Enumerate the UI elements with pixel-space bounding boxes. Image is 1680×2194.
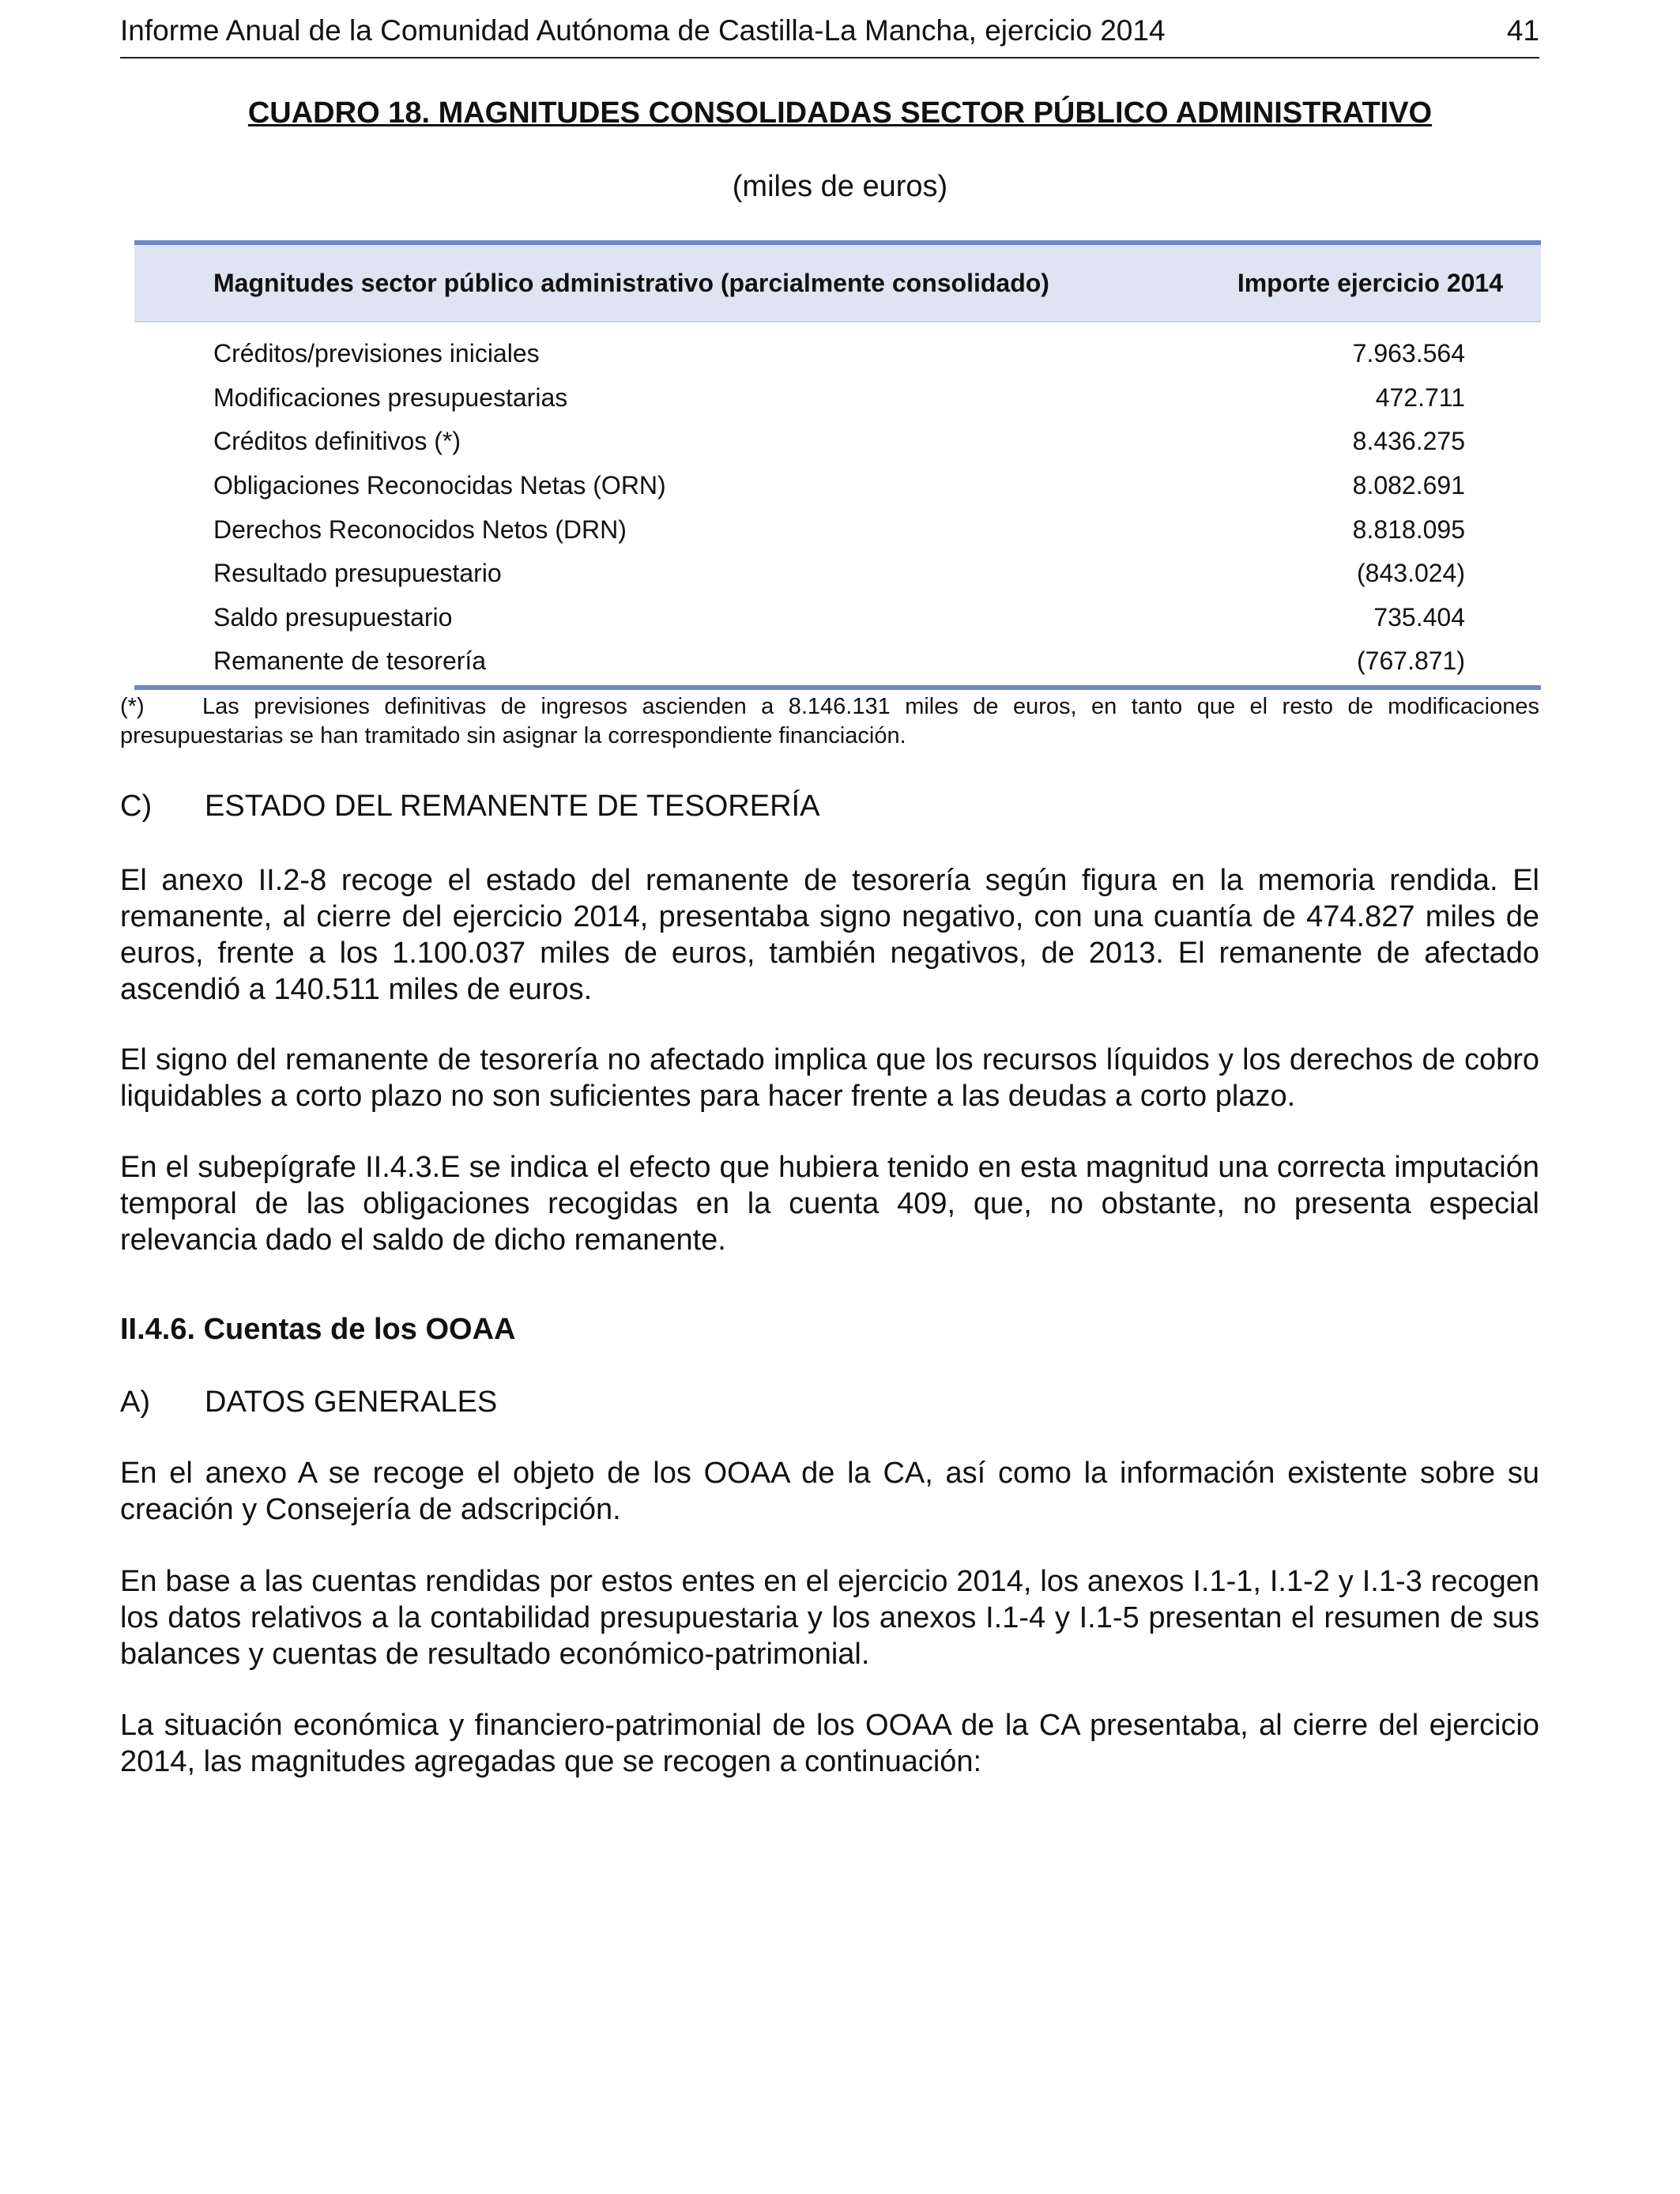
table-body xyxy=(134,322,1541,685)
row-value: (843.024) xyxy=(1357,559,1465,588)
magnitudes-table xyxy=(134,240,1541,690)
table-units: (miles de euros) xyxy=(732,170,948,203)
row-value: 8.082.691 xyxy=(1352,471,1465,500)
paragraph: En el anexo A se recoge el objeto de los OOAA de la CA, así como la información existente sobre su creación y Consejería de adscripción. xyxy=(120,1457,1539,1526)
paragraph: En el subepígrafe II.4.3.E se indica el efecto que hubiera tenido en esta magnitud una correcta imputación temporal de las obligaciones recogidas en la cuenta 409, que, no obstante, no presenta especial relevancia dado el saldo de dicho remanente. xyxy=(120,1151,1539,1257)
row-label: Resultado presupuestario xyxy=(213,559,502,588)
row-value: 472.711 xyxy=(1375,383,1465,412)
table-row xyxy=(134,552,1541,596)
paragraph: En base a las cuentas rendidas por estos entes en el ejercicio 2014, los anexos I.1-1, I.1-2 y I.1-3 recogen los datos relativos a la contabilidad presupuestaria y los anexos I.1-4 y I.1-5 presentan el resumen de sus balances y cuentas de resultado económico-patrimonial. xyxy=(120,1565,1539,1671)
page-number: 41 xyxy=(1506,14,1539,47)
row-value: 735.404 xyxy=(1373,602,1465,631)
paragraph: El anexo II.2-8 recoge el estado del remanente de tesorería según figura en la memoria rendida. El remanente, al cierre del ejercicio 2014, presentaba signo negativo, con una cuantía de 474.827 miles de euros, frente a los 1.100.037 miles de euros, también negativos, de 2013. El remanente de afectado ascendió a 140.511 miles de euros. xyxy=(120,864,1539,1006)
table-row xyxy=(134,464,1541,508)
section-heading-c xyxy=(120,786,1539,826)
row-label: Derechos Reconocidos Netos (DRN) xyxy=(213,515,627,544)
section-number: A) xyxy=(120,1385,150,1419)
section-number: C) xyxy=(120,790,153,823)
table-footnote xyxy=(120,692,1539,751)
section-title: ESTADO DEL REMANENTE DE TESORERÍA xyxy=(205,790,820,823)
table-title: CUADRO 18. MAGNITUDES CONSOLIDADAS SECTOR PÚBLICO ADMINISTRATIVO xyxy=(247,96,1433,130)
row-label: Modificaciones presupuestarias xyxy=(213,383,568,412)
table-row xyxy=(134,332,1541,376)
table-header-row xyxy=(134,245,1541,322)
footnote-mark: (*) xyxy=(120,694,145,719)
row-label: Créditos/previsiones iniciales xyxy=(213,339,540,368)
footnote-text: Las previsiones definitivas de ingresos ascienden a 8.146.131 miles de euros, en tanto que el resto de modificaciones presupuestarias se han tramitado sin asignar la correspondiente financiación. xyxy=(120,694,1539,748)
section-heading-a xyxy=(120,1382,1539,1422)
paragraph: La situación económica y financiero-patrimonial de los OOAA de la CA presentaba, al cierre del ejercicio 2014, las magnitudes agregadas que se recogen a continuación: xyxy=(120,1709,1539,1778)
section-heading-ii46: II.4.6. Cuentas de los OOAA xyxy=(120,1313,516,1346)
column-header-magnitudes: Magnitudes sector público administrativo (parcialmente consolidado) xyxy=(213,268,1049,297)
section-title: DATOS GENERALES xyxy=(205,1385,498,1419)
paragraph: El signo del remanente de tesorería no afectado implica que los recursos líquidos y los derechos de cobro liquidables a corto plazo no son suficientes para hacer frente a las deudas a corto plazo. xyxy=(120,1043,1539,1113)
table-row xyxy=(134,639,1541,684)
running-header xyxy=(120,6,1539,58)
table-row xyxy=(134,420,1541,464)
row-value: 8.436.275 xyxy=(1352,427,1465,456)
row-value: 7.963.564 xyxy=(1352,339,1465,368)
table-row xyxy=(134,596,1541,640)
table-row xyxy=(134,376,1541,420)
report-title: Informe Anual de la Comunidad Autónoma de Castilla-La Mancha, ejercicio 2014 xyxy=(120,14,1166,47)
column-header-importe: Importe ejercicio 2014 xyxy=(1237,268,1503,297)
row-value: (767.871) xyxy=(1357,647,1465,676)
row-label: Créditos definitivos (*) xyxy=(213,427,461,456)
row-label: Obligaciones Reconocidas Netas (ORN) xyxy=(213,471,666,500)
table-row xyxy=(134,507,1541,552)
row-value: 8.818.095 xyxy=(1352,515,1465,544)
row-label: Saldo presupuestario xyxy=(213,602,453,631)
row-label: Remanente de tesorería xyxy=(213,647,487,676)
